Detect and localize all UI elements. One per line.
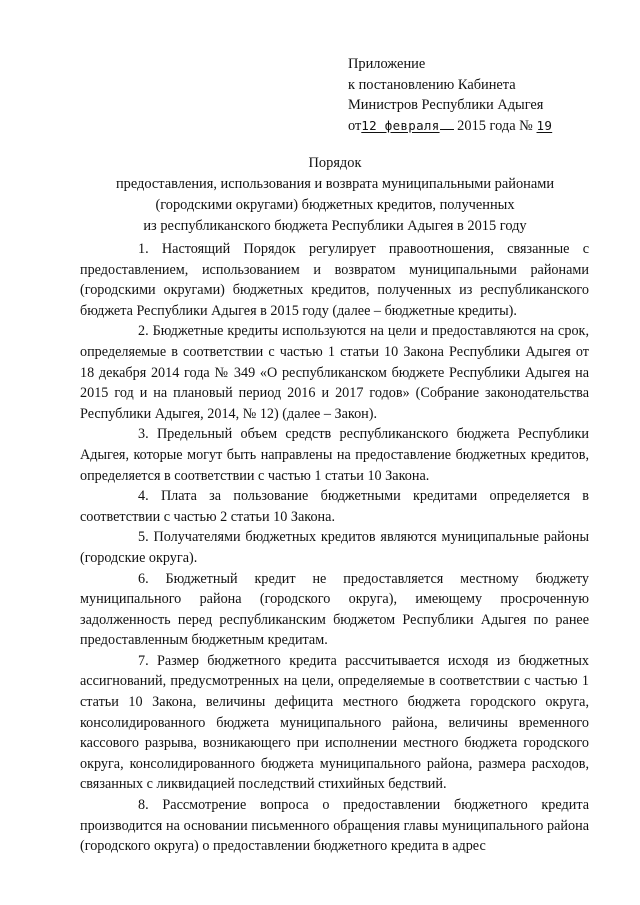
appendix-date-line <box>348 116 552 137</box>
title-line-4: из республиканского бюджета Республики Адыгея в 2015 году <box>143 218 527 234</box>
paragraph-4: 4. Плата за пользование бюджетными кредитами определяется в соответствии с частью 2 статьи 10 Закона. <box>80 488 589 525</box>
title-line-2: предоставления, использования и возврата муниципальными районами <box>115 176 555 192</box>
paragraph-1: 1. Настоящий Порядок регулирует правоотношения, связанные с предоставлением, использованием и возвратом муниципальными районами (городскими округами) бюджетных кредитов, полученных из республиканского бюджета Республики Адыгея в 2015 году (далее – бюджетные кредиты). <box>80 241 589 319</box>
paragraph-2: 2. Бюджетные кредиты используются на цели и предоставляются на срок, определяемые в соответствии с частью 1 статьи 10 Закона Республики Адыгея от 18 декабря 2014 года № 349 «О республиканском бюджете Республики Адыгея на 2015 год и на плановый период 2016 и 2017 годов» (Собрание законодательства Республики Адыгея, 2014, № 12) (далее – Закон). <box>80 323 589 422</box>
date-prefix: от <box>348 117 362 134</box>
handwritten-date: 12 февраля <box>361 117 440 133</box>
paragraph-8: 8. Рассмотрение вопроса о предоставлении бюджетного кредита производится на основании письменного обращения главы муниципального района (городского округа) о предоставлении бюджетного кредита в адрес <box>80 797 589 855</box>
date-year: 2015 года № <box>457 117 533 134</box>
document-body <box>80 239 589 857</box>
date-underline <box>440 117 454 130</box>
paragraph-6: 6. Бюджетный кредит не предоставляется местному бюджету муниципального района (городского округа), имеющему просроченную задолженность перед республиканским бюджетом Республики Адыгея по ранее предоставленным бюджетным кредитам. <box>80 570 589 649</box>
handwritten-number: 19 <box>536 117 553 133</box>
appendix-line-2: к постановлению Кабинета <box>348 76 516 93</box>
appendix-line-1: Приложение <box>348 56 426 72</box>
document-title <box>80 153 590 237</box>
appendix-header <box>348 54 552 136</box>
appendix-line-3: Министров Республики Адыгея <box>348 97 544 113</box>
paragraph-5: 5. Получателями бюджетных кредитов являются муниципальные районы (городские округа). <box>80 529 589 566</box>
title-line-1: Порядок <box>308 155 362 171</box>
title-line-3: (городскими округами) бюджетных кредитов, полученных <box>155 197 515 213</box>
paragraph-7: 7. Размер бюджетного кредита рассчитывается исходя из бюджетных ассигнований, предусмотренных на цели, определяемые в соответствии с частью 1 статьи 10 Закона, величины дефицита местного бюджета городского округа, консолидированного бюджета муниципального района, величины временного кассового разрыва, возникающего при исполнении местного бюджета городского округа, консолидированного бюджета муниципального района, размера расходов, связанных с ликвидацией последствий стихийных бедствий. <box>80 652 589 793</box>
paragraph-3: 3. Предельный объем средств республиканского бюджета Республики Адыгея, которые могут быть направлены на предоставление бюджетных кредитов, определяется в соответствии с частью 1 статьи 10 Закона. <box>80 426 589 484</box>
